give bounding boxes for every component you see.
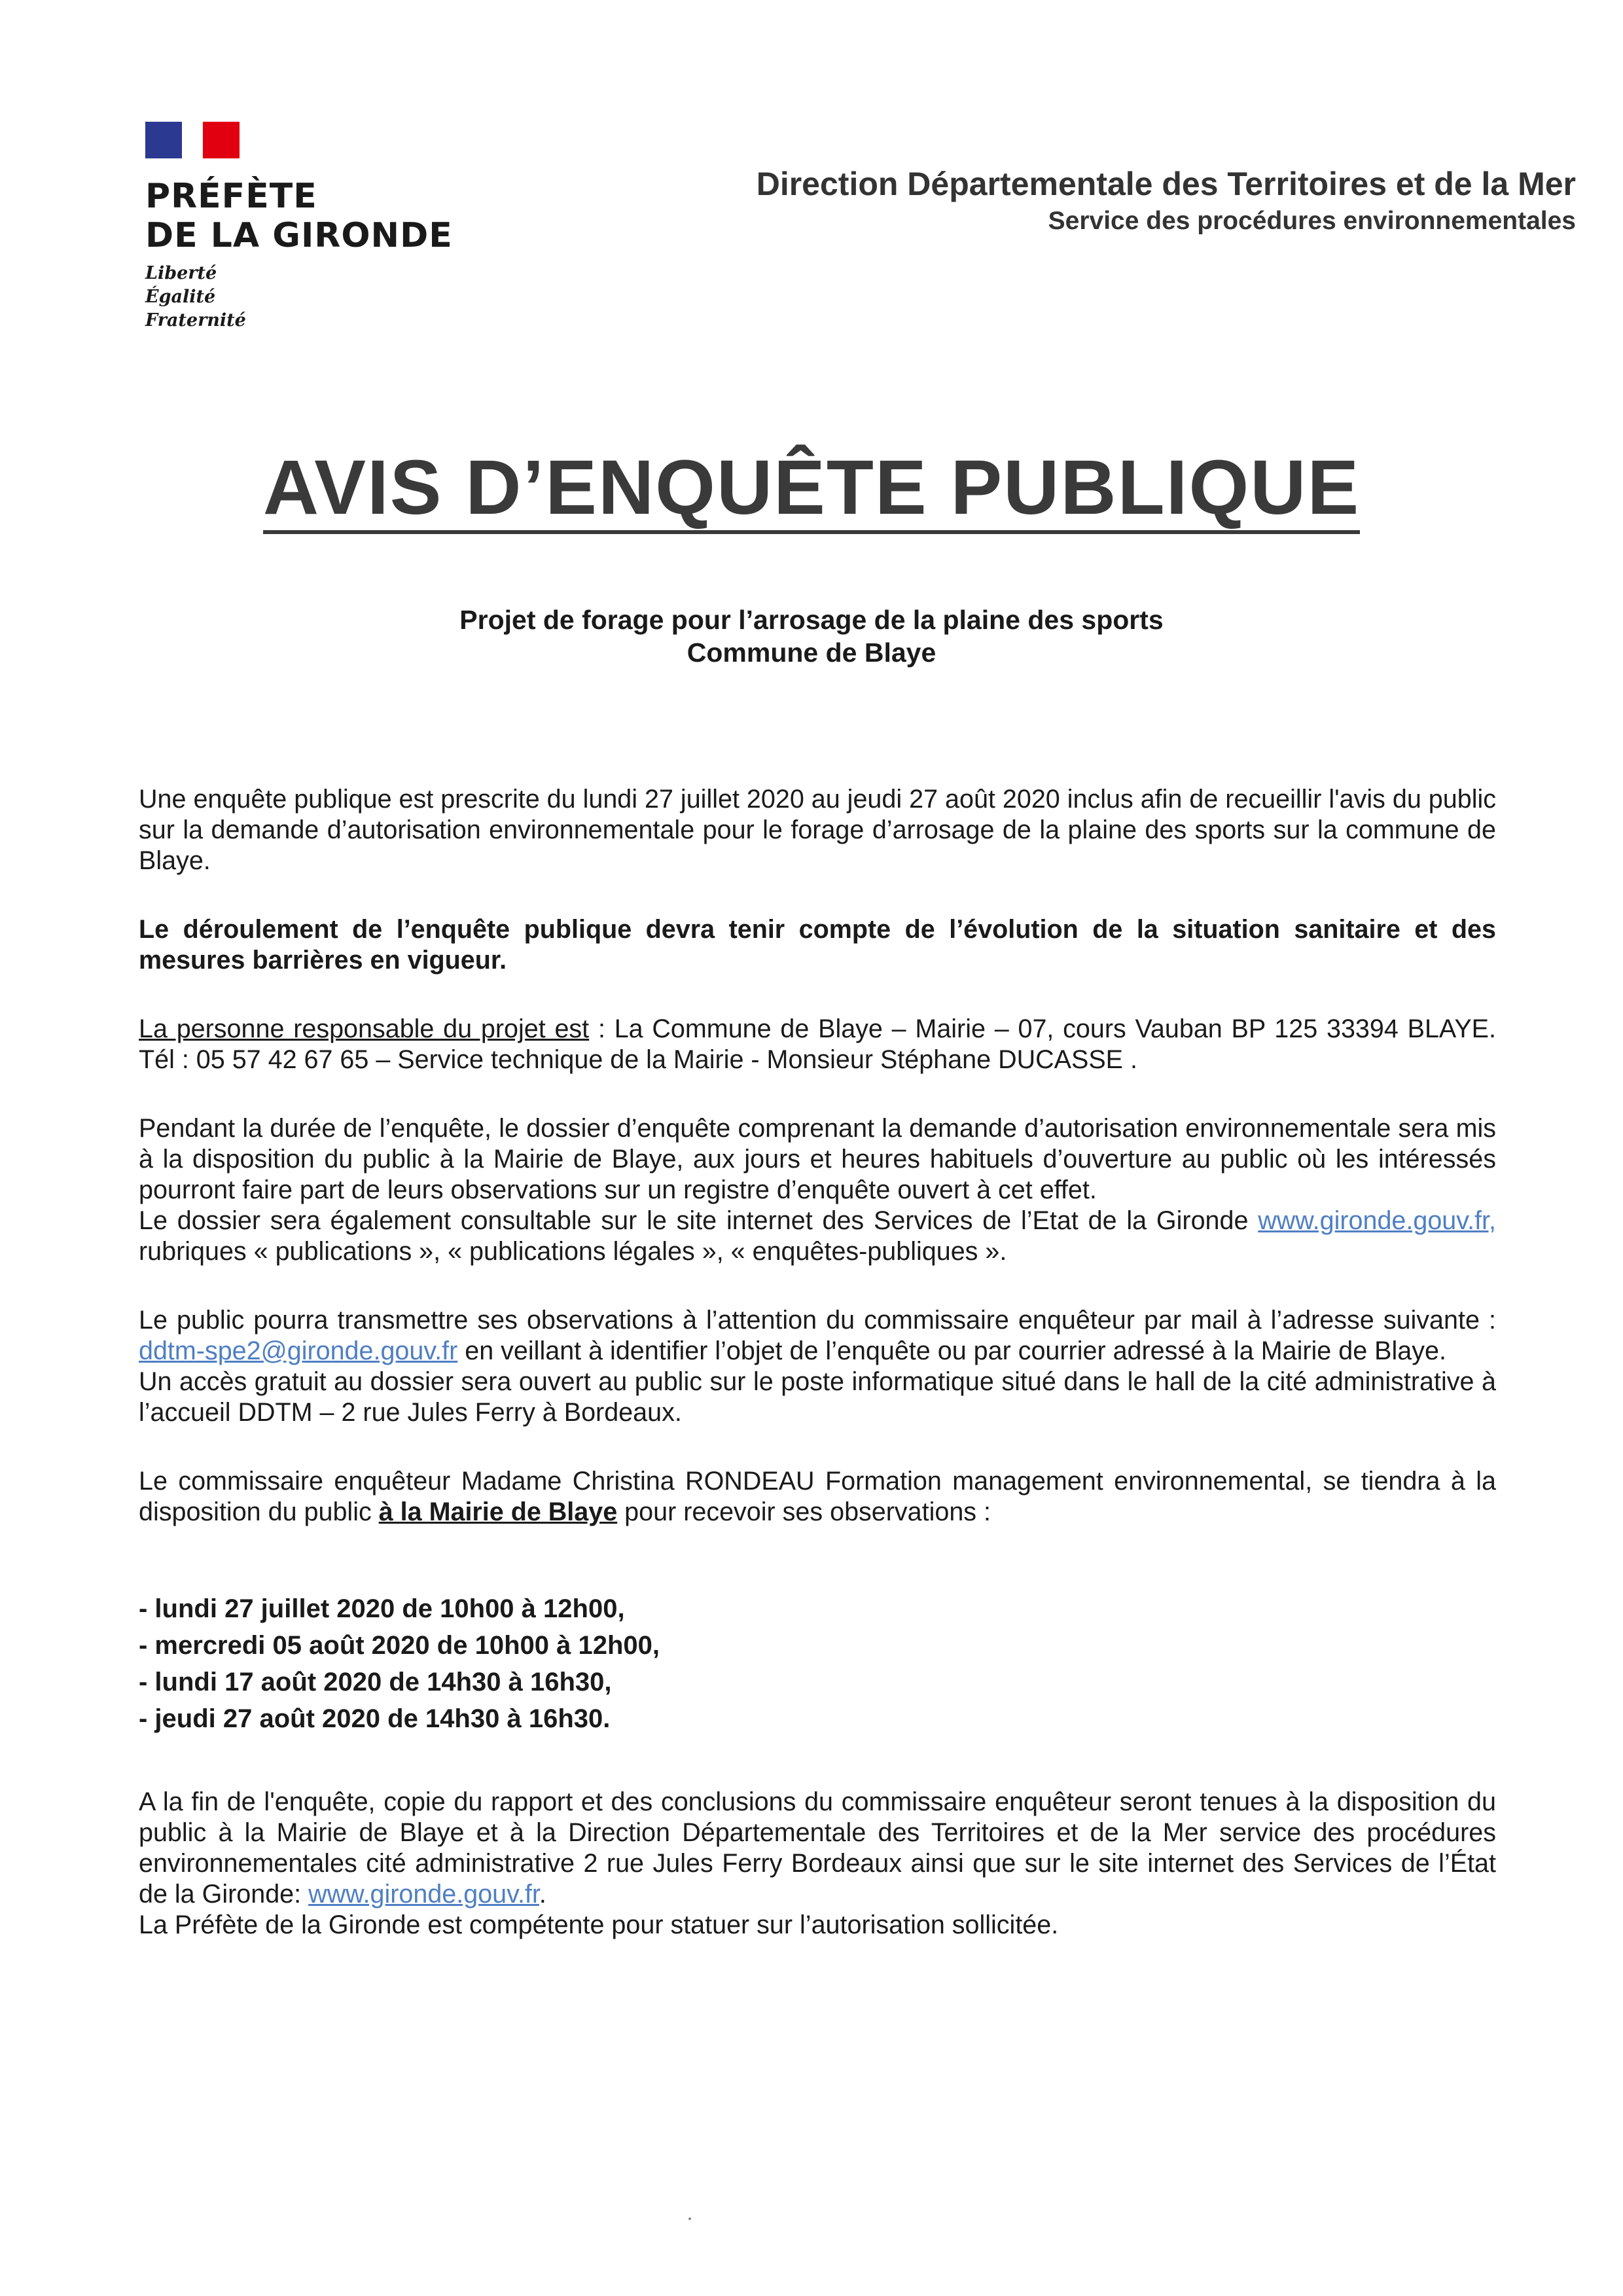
- schedule-item: - lundi 17 août 2020 de 14h30 à 16h30,: [139, 1668, 612, 1696]
- conclusion-paragraph: A la fin de l'enquête, copie du rapport et des conclusions du commissaire enquêteur seront tenues à la disposition du public à la Mairie de Blaye et à la Direction Départementale des Territoires et de la Mer service des procédures environnementales cité administrative 2 rue Jules Ferry Bordeaux ainsi que sur le site internet des Services de l’État de la Gironde: www.gironde.gouv.fr. La Préfète de la Gironde est compétente pour statuer sur l’autorisation sollicitée.: [139, 1787, 1496, 1939]
- responsible-label: La personne responsable du projet est: [139, 1014, 590, 1043]
- permanence-schedule: [139, 1590, 1496, 1737]
- prefecture-logo: [145, 122, 486, 332]
- notice-body: [139, 784, 1496, 1979]
- commissioner-paragraph: Le commissaire enquêteur Madame Christina RONDEAU Formation management environnemental, se tiendra à la disposition du public à la Mairie de Blaye pour recevoir ses observations :: [139, 1467, 1496, 1526]
- page-title: AVIS D’ENQUÊTE PUBLIQUE: [0, 445, 1623, 534]
- meeting-place: à la Mairie de Blaye: [378, 1498, 618, 1526]
- project-subtitle: Projet de forage pour l’arrosage de la plaine des sports Commune de Blaye: [459, 605, 1164, 668]
- sanitary-notice: Le déroulement de l’enquête publique devra tenir compte de l’évolution de la situation sanitaire et des mesures barrières en vigueur.: [139, 915, 1496, 975]
- schedule-item: - mercredi 05 août 2020 de 10h00 à 12h00,: [139, 1631, 660, 1660]
- schedule-item: - jeudi 27 août 2020 de 14h30 à 16h30.: [139, 1704, 611, 1733]
- scan-speck: [688, 2217, 691, 2220]
- observations-paragraph: Le public pourra transmettre ses observations à l’attention du commissaire enquêteur par mail à l’adresse suivante : ddtm-spe2@gironde.gouv.fr en veillant à identifier l’objet de l’enquête ou par courrier adressé à la Mairie de Blaye. Un accès gratuit au dossier sera ouvert au public sur le poste informatique situé dans le hall de la cité administrative à l’accueil DDTM – 2 rue Jules Ferry à Bordeaux.: [139, 1306, 1496, 1427]
- marianne-flag-icon: [145, 122, 240, 158]
- schedule-item: - lundi 27 juillet 2020 de 10h00 à 12h00,: [139, 1594, 625, 1623]
- department-title: Direction Départementale des Territoires et de la Mer: [756, 166, 1576, 202]
- gironde-website-link[interactable]: www.gironde.gouv.fr,: [1258, 1206, 1496, 1235]
- gironde-website-link-2[interactable]: www.gironde.gouv.fr: [308, 1880, 539, 1909]
- email-link[interactable]: ddtm-spe2@gironde.gouv.fr: [139, 1336, 458, 1365]
- dossier-paragraph: Pendant la durée de l’enquête, le dossier d’enquête comprenant la demande d’autorisation environnementale sera mis à la disposition du public à la Mairie de Blaye, aux jours et heures habituels d’ouverture au public où les intéressés pourront faire part de leurs observations sur un registre d’enquête ouvert à cet effet. Le dossier sera également consultable sur le site internet des Services de l’Etat de la Gironde www.gironde.gouv.fr, rubriques « publications », « publications légales », « enquêtes-publiques ».: [139, 1114, 1496, 1266]
- responsible-paragraph: [139, 1014, 1496, 1075]
- prefecture-name: PRÉFÈTE DE LA GIRONDE: [145, 177, 453, 255]
- issuing-department: [757, 165, 1576, 237]
- service-title: Service des procédures environnementales: [1048, 207, 1576, 235]
- intro-paragraph: Une enquête publique est prescrite du lundi 27 juillet 2020 au jeudi 27 août 2020 inclus afin de recueillir l'avis du public sur la demande d’autorisation environnementale pour le forage d’arrosage de la plaine des sports sur la commune de Blaye.: [139, 785, 1496, 875]
- responsible-text: : La Commune de Blaye – Mairie – 07, cours Vauban BP 125 33394 BLAYE. Tél : 05 57 42 67 65 – Service technique de la Mairie - Monsieur Stéphane DUCASSE .: [139, 1014, 1496, 1074]
- republic-motto: Liberté Égalité Fraternité: [145, 263, 246, 331]
